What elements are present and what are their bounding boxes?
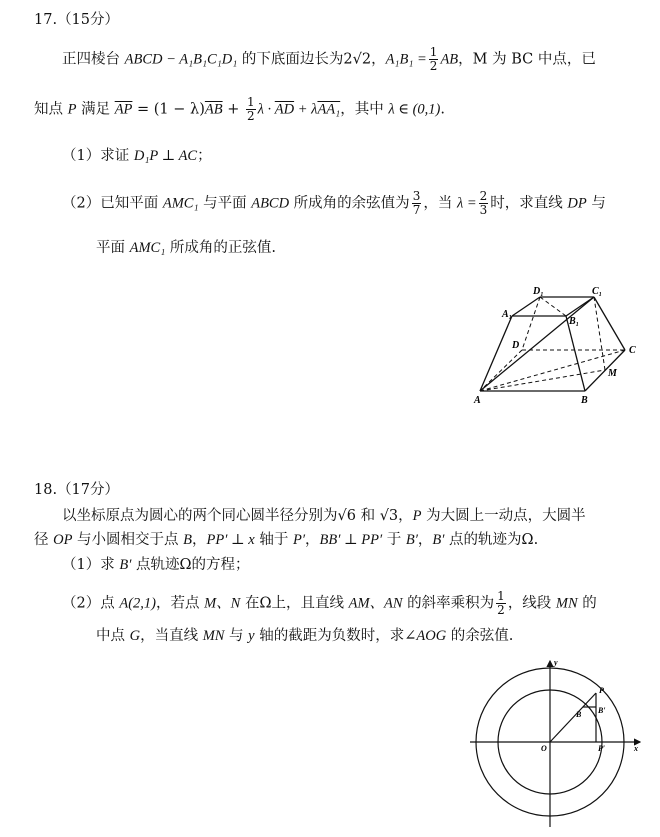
label-p: P [599, 686, 604, 695]
y-axis-symbol: y [248, 628, 255, 644]
point-b-prime: B′ [432, 532, 445, 548]
problem-18-line-1 [62, 506, 586, 526]
plane-abcd: ABCD [251, 195, 290, 212]
lambda: λ · [257, 101, 275, 118]
text: 正四棱台 [62, 51, 125, 68]
problem-18-part-2-line-2 [96, 626, 513, 646]
circles-figure [462, 655, 652, 833]
part-label: （2）已知平面 [62, 195, 163, 212]
label-b-prime: B′ [598, 706, 606, 715]
segment-mc1 [594, 297, 605, 370]
text: 径 [34, 532, 54, 548]
part-label: （1）求证 [62, 148, 134, 164]
problem-17-header [34, 10, 119, 30]
problem-17-line-1 [62, 46, 596, 73]
edge-d1d [522, 297, 540, 350]
text: 满足 [76, 101, 115, 118]
lambda: λ = [456, 195, 477, 212]
label-o: O [541, 744, 547, 753]
fraction-slope [496, 590, 506, 617]
problem-17-part-2 [62, 190, 606, 217]
label-c1: C₁ [592, 286, 603, 297]
edge-c1c [594, 297, 625, 350]
frustum-figure [460, 280, 650, 410]
segment-op [550, 693, 596, 742]
text: 知点 [34, 101, 68, 118]
text: 点的轨迹为Ω. [444, 532, 539, 548]
text: 轴的截距为负数时，求 [254, 628, 405, 644]
edge-a1a [480, 316, 512, 391]
label-x: x [634, 744, 638, 753]
part-label: （1）求 [62, 557, 120, 573]
edge-d1a1 [512, 297, 540, 316]
text: 平面 [96, 240, 130, 256]
fraction-lambda [479, 190, 489, 217]
text: 为大圆上一动点，大圆半 [421, 508, 586, 524]
segment-ac1 [480, 297, 594, 391]
label-b1: B₁ [569, 316, 580, 327]
text: ，其中 [340, 101, 389, 118]
problem-18-number: 18. [34, 482, 58, 498]
point-a: A(2,1) [119, 595, 156, 612]
fraction-numerator: 3 [412, 189, 421, 203]
text: 与平面 [198, 195, 252, 212]
label-a: A [474, 395, 481, 406]
vector-aa1: AA₁ [317, 101, 341, 118]
text: 的余弦值. [446, 628, 514, 644]
problem-18-line-2 [34, 530, 538, 550]
text: 以坐标原点为圆心的两个同心圆半径分别为 [62, 508, 338, 524]
problem-17-part-1 [62, 146, 212, 166]
part-label: （2）点 [62, 595, 120, 612]
label-p-prime: P′ [598, 744, 606, 753]
lines-am-an: AM、AN [348, 595, 403, 612]
text: 所成角的余弦值为 [289, 195, 410, 212]
label-b: B [576, 710, 582, 719]
text: 在Ω上，且直线 [240, 595, 349, 612]
plane-amc1: AMC₁ [162, 195, 199, 212]
fraction-denominator: 7 [412, 203, 421, 217]
point-p: P [67, 101, 77, 118]
problem-17-score: （15分） [57, 12, 120, 28]
line-dp: DP [567, 195, 587, 212]
fraction-cos [412, 190, 422, 217]
text: ，线段 [507, 595, 556, 612]
top-edge-lhs: A₁B₁ = [385, 51, 427, 68]
line-mn: MN [202, 628, 225, 644]
fraction-numerator: 1 [429, 45, 438, 59]
text: 时，求直线 [490, 195, 568, 212]
top-edge-rhs: AB [440, 51, 459, 68]
label-y: y [554, 658, 558, 667]
fraction-numerator: 2 [479, 189, 488, 203]
vector-ad: $\overline{AD}$ [274, 101, 295, 118]
text: 点轨迹Ω的方程； [131, 557, 250, 573]
frustum-name: ABCD − A₁B₁C₁D₁ [124, 51, 238, 68]
fraction-half [429, 46, 439, 73]
text: ，当 [423, 195, 457, 212]
lambda-range: λ ∈ (0,1) [388, 101, 441, 118]
text: 的斜率乘积为 [402, 595, 495, 612]
text: 轴于 [254, 532, 293, 548]
text: 中点 [96, 628, 130, 644]
text: ， [458, 51, 473, 68]
text: = (1 − λ) [132, 101, 205, 118]
text: ， [417, 532, 433, 548]
problem-17-number: 17. [34, 12, 58, 28]
label-d1: D₁ [533, 286, 544, 297]
text: 与 [224, 628, 249, 644]
text: 的下底面边长为 [237, 51, 344, 68]
problem-18-part-2 [62, 590, 597, 617]
fraction-denominator: 2 [497, 603, 505, 617]
text: 于 [382, 532, 406, 548]
segment-op: OP [53, 532, 73, 548]
label-c: C [629, 345, 636, 356]
radius-large: √6 [337, 508, 356, 524]
fraction-denominator: 2 [429, 59, 438, 73]
point-b-prime: B′ [405, 532, 418, 548]
point-g: G [129, 628, 141, 644]
fraction-numerator: 1 [246, 95, 255, 109]
text: + λ [294, 101, 318, 118]
text: ， [192, 532, 207, 548]
angle-aog: ∠AOG [404, 628, 447, 644]
segment-d1b1 [540, 297, 566, 316]
text: 所成角的正弦值. [165, 240, 276, 256]
points-mn: M、N [204, 595, 241, 612]
vector-ap: $\overline{AP}$ [114, 101, 133, 118]
text: 与小圆相交于点 [72, 532, 184, 548]
midpoint-text: M 为 BC 中点，已 [472, 51, 596, 68]
text: ， [371, 51, 386, 68]
vector-ab: $\overline{AB}$ [204, 101, 223, 118]
fraction-denominator: 2 [246, 109, 255, 123]
label-a1: A₁ [502, 309, 513, 320]
text: ，若点 [155, 595, 205, 612]
text: + [222, 101, 244, 118]
point-b-prime: B′ [119, 557, 132, 573]
text: 和 [355, 508, 380, 524]
problem-18-header [34, 480, 119, 500]
label-m: M [608, 368, 617, 379]
text: ； [197, 148, 212, 164]
text: . [440, 101, 445, 118]
label-d: D [512, 340, 520, 351]
text: ， [305, 532, 320, 548]
problem-17-line-2 [34, 96, 445, 123]
problem-17-part-2-line-2 [96, 238, 276, 258]
problem-18-part-1 [62, 555, 250, 575]
problem-18-score: （17分） [57, 482, 120, 498]
perp-bb: BB′ ⊥ PP′ [319, 532, 383, 548]
text: ，当直线 [140, 628, 203, 644]
radius-small: √3 [379, 508, 399, 524]
point-p-prime: P′ [292, 532, 305, 548]
edge-b1b [566, 316, 585, 391]
point-b: B [183, 532, 193, 548]
plane-amc1: AMC₁ [129, 240, 166, 256]
perpendicular-expr: D₁P ⊥ AC [133, 148, 198, 164]
segment-mn: MN [555, 595, 578, 612]
label-b: B [581, 395, 588, 406]
fraction-denominator: 3 [479, 203, 488, 217]
perp-pp: PP′ ⊥ x [206, 532, 255, 548]
point-p: P [412, 508, 422, 524]
bottom-edge-value: 2√2 [343, 51, 372, 68]
text: 的 [577, 595, 597, 612]
text: ， [398, 508, 413, 524]
fraction-numerator: 1 [497, 589, 505, 603]
fraction-half-2 [246, 96, 256, 123]
text: 与 [586, 195, 606, 212]
segment-ac [480, 350, 625, 391]
